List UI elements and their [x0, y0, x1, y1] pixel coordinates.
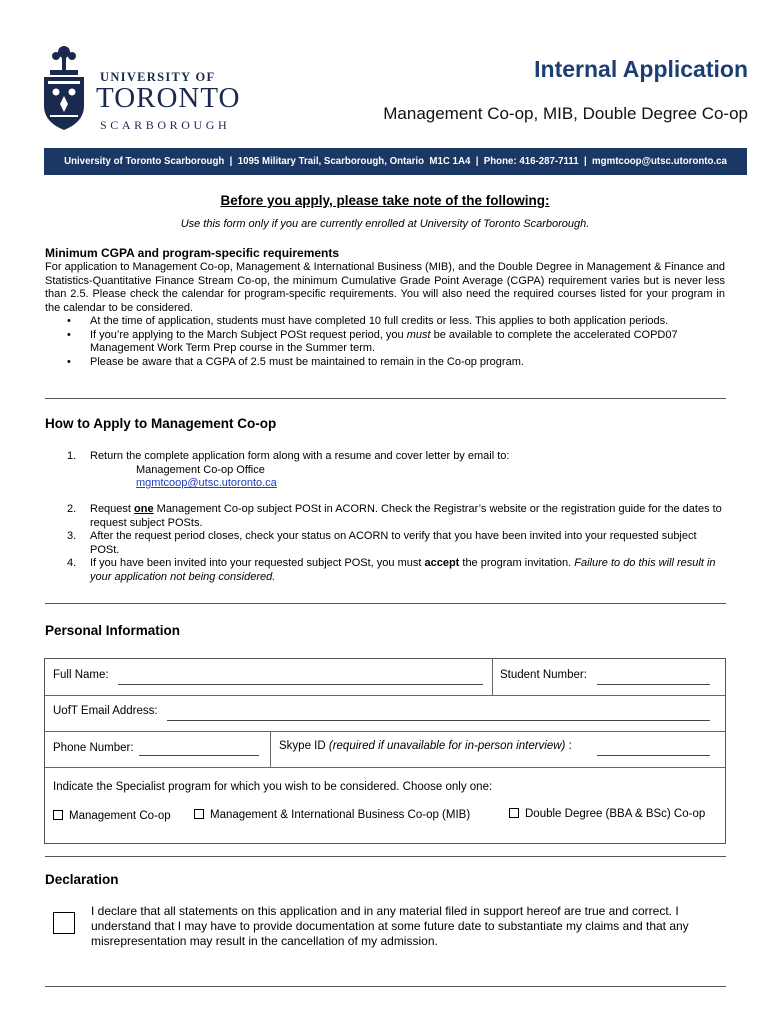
- cgpa-paragraph: For application to Management Co-op, Management & International Business (MIB), and the Double Degree in Management & Finance and Statistics-Quantitative Finance Stream Co-op, the minimum Cumulative Grade Point Average (CGPA) requirement varies but is never less than 2.5. Please check the calendar for program-specific requirements. You will also need the required courses listed for your program in the calendar to be considered.: [45, 261, 725, 314]
- crest-icon: [40, 44, 88, 132]
- row-divider: [45, 695, 725, 696]
- divider: [45, 398, 726, 399]
- row-divider: [45, 731, 725, 732]
- skype-label-text: Skype ID: [279, 740, 326, 752]
- divider: [45, 986, 726, 987]
- checkbox-icon[interactable]: [509, 808, 519, 818]
- personal-info-form: [44, 658, 726, 844]
- declaration-heading: Declaration: [45, 872, 119, 887]
- logo-scarborough: SCARBOROUGH: [100, 118, 231, 132]
- list-item: [63, 356, 725, 370]
- step-strong: one: [134, 503, 154, 515]
- phone-field[interactable]: [139, 755, 259, 756]
- email-field[interactable]: [167, 720, 710, 721]
- skype-note: (required if unavailable for in-person interview): [328, 740, 566, 752]
- cell-divider: [492, 659, 493, 695]
- email-link[interactable]: mgmtcoop@utsc.utoronto.ca: [136, 477, 277, 490]
- logo-university-of: UNIVERSITY OF: [100, 70, 216, 84]
- university-logo: [40, 44, 252, 136]
- skype-label: [279, 740, 572, 752]
- divider: [45, 603, 726, 604]
- bullet-text: If you’re applying to the March Subject POSt request period, you: [90, 328, 407, 341]
- step-emphasis: Failure to do this will result in your application not being considered.: [90, 557, 716, 583]
- page-subtitle: Management Co-op, MIB, Double Degree Co-op: [383, 104, 748, 123]
- row-divider: [45, 767, 725, 768]
- phone-label: Phone Number:: [53, 742, 134, 754]
- bullet-text: Please be aware that a CGPA of 2.5 must be maintained to remain in the Co-op program.: [90, 355, 524, 368]
- logo-toronto: TORONTO: [96, 82, 241, 114]
- declaration-checkbox[interactable]: [53, 912, 75, 934]
- step-text: the program invitation.: [459, 557, 575, 570]
- step-number: 3.: [67, 530, 77, 543]
- list-item: [63, 557, 725, 584]
- cgpa-heading: Minimum CGPA and program-specific requirements: [45, 246, 340, 260]
- notice-title: Before you apply, please take note of the following:: [220, 193, 550, 208]
- declaration-text: I declare that all statements on this application and in any material filed in support hereof are true and correct. I understand that I may have to provide documentation at some future date to substantiate my claims and that any misrepresentation may result in the cancellation of my admission.: [91, 904, 689, 948]
- contact-bar: [44, 148, 747, 175]
- checkbox-icon[interactable]: [194, 809, 204, 819]
- option-management-coop[interactable]: [53, 810, 171, 822]
- option-label: Double Degree (BBA & BSc) Co-op: [525, 808, 706, 820]
- bullet-icon: •: [67, 315, 71, 327]
- full-name-field[interactable]: [118, 684, 483, 685]
- step-number: 4.: [67, 557, 77, 570]
- student-number-field[interactable]: [597, 684, 710, 685]
- apply-steps: [63, 450, 725, 491]
- bullet-text: be available to complete the accelerated COPD07 Management Work Term Prep course in the Summer term.: [90, 328, 678, 355]
- list-item: [63, 329, 725, 356]
- personal-heading: Personal Information: [45, 623, 181, 638]
- option-label: Management & International Business Co-op (MIB): [210, 809, 471, 821]
- step-text: Return the complete application form along with a resume and cover letter by email to:: [90, 450, 510, 462]
- checkbox-icon[interactable]: [53, 810, 63, 820]
- requirements-list: [63, 315, 725, 369]
- option-label: Management Co-op: [69, 810, 171, 822]
- email-label: UofT Email Address:: [53, 705, 158, 717]
- step-text: Management Co-op subject POSt in ACORN. Check the Registrar’s website or the registration guide for the dates to request subject POSts.: [90, 503, 722, 529]
- bullet-text: At the time of application, students must have completed 10 full credits or less. This applies to both application periods.: [90, 315, 669, 327]
- option-double-degree-coop[interactable]: [509, 808, 705, 820]
- student-number-label: Student Number:: [500, 669, 587, 681]
- list-item: [63, 315, 725, 329]
- list-item: [63, 503, 725, 530]
- list-item: [63, 530, 725, 557]
- step-text: Request: [90, 503, 135, 515]
- program-prompt: Indicate the Specialist program for which you wish to be considered. Choose only one:: [53, 781, 493, 793]
- step-text: If you have been invited into your requested subject POSt, you must: [90, 557, 425, 570]
- divider: [45, 856, 726, 857]
- cell-divider: [270, 731, 271, 767]
- step-strong: accept: [424, 557, 460, 570]
- contact-text: University of Toronto Scarborough | 1095 Military Trail, Scarborough, Ontario M1C 1A4 | Phone: 416-287-7111 | mgmtcoop@utsc.utoronto.ca: [64, 156, 727, 167]
- bullet-icon: •: [67, 355, 71, 368]
- list-item: [63, 450, 725, 491]
- notice-subtitle: Use this form only if you are currently enrolled at University of Toronto Scarborough.: [180, 218, 590, 230]
- option-mib-coop[interactable]: [194, 809, 470, 821]
- bullet-icon: •: [67, 328, 71, 341]
- apply-steps-continued: [63, 503, 725, 585]
- full-name-label: Full Name:: [53, 669, 109, 681]
- page-title: Internal Application: [534, 56, 748, 82]
- step-text: After the request period closes, check your status on ACORN to verify that you have been invited into your requested subject POSt.: [90, 530, 697, 556]
- apply-heading: How to Apply to Management Co-op: [45, 416, 277, 431]
- skype-field[interactable]: [597, 755, 710, 756]
- office-name: Management Co-op Office: [136, 463, 265, 476]
- bullet-emphasis: must: [406, 328, 431, 341]
- skype-colon: :: [565, 740, 572, 752]
- step-number: 2.: [67, 503, 77, 515]
- step-number: 1.: [67, 450, 77, 462]
